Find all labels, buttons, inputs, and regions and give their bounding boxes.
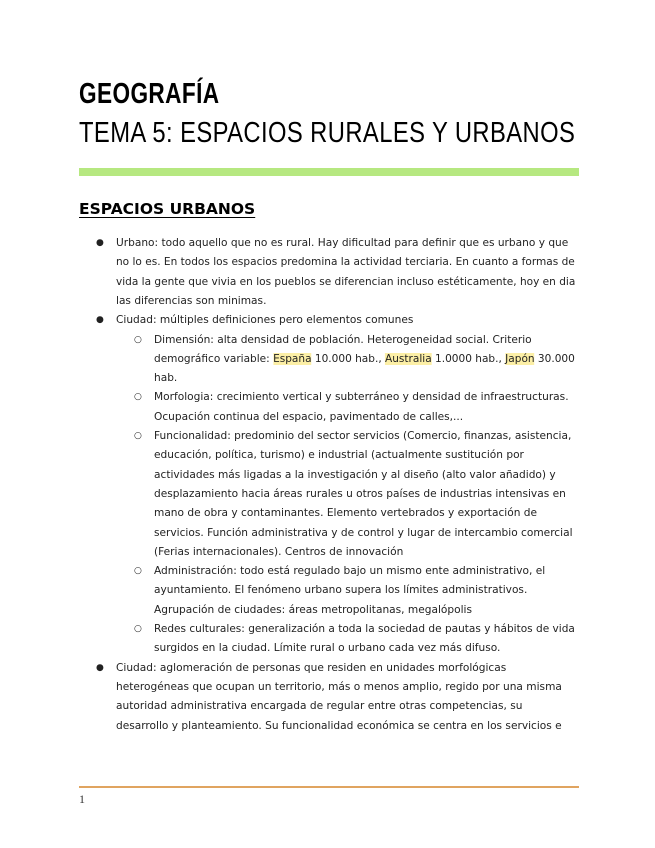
sub-item-text: Morfologia: crecimiento vertical y subterráneo y densidad de infraestructuras. <box>154 391 569 404</box>
sub-item-text: educación, política, turismo) e industrial (actualmente sustitución por <box>154 449 524 462</box>
sub-item-text: Administración: todo está regulado bajo un mismo ente administrativo, el <box>154 565 546 578</box>
sub-item-text: actividades más ligadas a la investigación y al diseño (alto valor añadido) y <box>154 468 556 481</box>
sub-bullet-marker: ○ <box>134 566 142 577</box>
sub-item-text: servicios. Función administrativa y de control y lugar de intercambio comercial <box>154 526 573 539</box>
sub-item-text: Ocupación continua del espacio, pavimentado de calles,... <box>154 410 464 423</box>
list-item-text: Ciudad: aglomeración de personas que residen en unidades morfológicas <box>116 661 507 674</box>
highlighted-country: Australia <box>385 352 432 365</box>
list-item-text: Ciudad: múltiples definiciones pero elementos comunes <box>116 314 414 327</box>
list-item-text: desarrollo y planteamiento. Su funcionalidad económica se centra en los servicios e <box>116 719 562 732</box>
sub-item-text: Dimensión: alta densidad de población. Heterogeneidad social. Criterio <box>154 333 532 346</box>
sub-item-text: Agrupación de ciudades: áreas metropolitanas, megalópolis <box>154 603 472 616</box>
page-number: 1 <box>79 792 85 806</box>
highlighted-country: Japón <box>505 352 535 365</box>
highlighted-country: España <box>273 352 312 365</box>
sub-item-text: Funcionalidad: predominio del sector servicios (Comercio, finanzas, asistencia, <box>154 430 572 442</box>
sub-bullet-marker: ○ <box>134 624 142 634</box>
sub-item-text: Redes culturales: generalización a toda la sociedad de pautas y hábitos de vida <box>154 623 575 635</box>
sub-item-text: ayuntamiento. El fenómeno urbano supera los límites administrativos. <box>154 584 528 597</box>
bullet-marker: ● <box>96 662 104 673</box>
sub-bullet-marker: ○ <box>134 431 142 441</box>
sub-bullet-marker: ○ <box>134 334 142 345</box>
sub-item-text: (Ferias internacionales). Centros de innovación <box>154 545 404 558</box>
list-item-text: Urbano: todo aquello que no es rural. Hay dificultad para definir que es urbano y que <box>116 237 569 249</box>
bullet-marker: ● <box>96 315 104 326</box>
list-item-text: vida la gente que vivia en los pueblos se diferencian incluso estéticamente, hoy en dia <box>116 275 576 288</box>
accent-bar <box>79 168 579 176</box>
sub-item-text: hab. <box>154 372 178 385</box>
list-item-text: heterogéneas que ocupan un territorio, más o menos amplio, regido por una misma <box>116 680 562 693</box>
sub-item-text: mano de obra y contaminantes. Elemento vertebrados y exportación de <box>154 507 538 520</box>
topic-title: TEMA 5: ESPACIOS RURALES Y URBANOS <box>79 117 576 149</box>
sub-item-text: surgidos en la ciudad. Límite rural o urbano cada vez más difuso. <box>154 642 501 655</box>
sub-item-text: demográfico variable: España 10.000 hab., Australia 1.0000 hab., Japón 30.000 <box>154 352 575 365</box>
footer-rule <box>79 786 579 788</box>
sub-item-text: desplazamiento hacia áreas rurales u otros países de industrias intensivas en <box>154 487 566 500</box>
section-heading: ESPACIOS URBANOS <box>79 200 256 218</box>
list-item-text: autoridad administrativa encargada de regular entre otras competencias, su <box>116 700 523 713</box>
subject-title: GEOGRAFÍA <box>79 78 220 110</box>
bullet-marker: ● <box>96 238 104 248</box>
list-item-text: las diferencias son minimas. <box>116 294 267 307</box>
list-item-text: no lo es. En todos los espacios predomina la actividad terciaria. En cuanto a formas de <box>116 256 575 269</box>
sub-bullet-marker: ○ <box>134 392 142 403</box>
